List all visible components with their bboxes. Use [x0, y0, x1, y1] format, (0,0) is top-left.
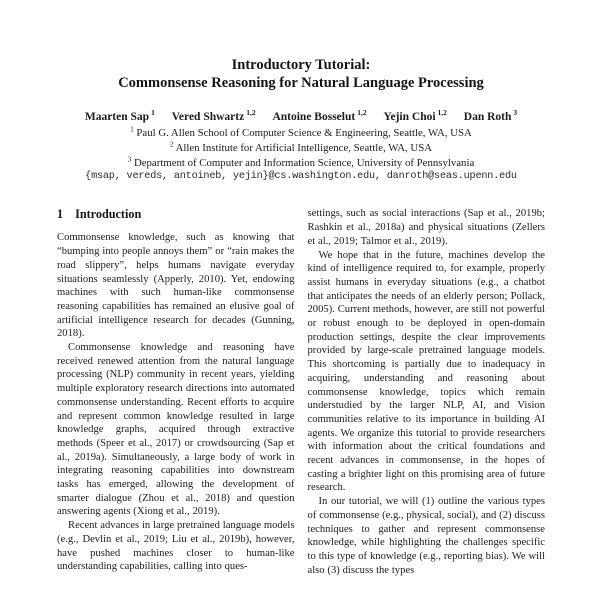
right-column [308, 207, 546, 577]
paper-title [57, 57, 545, 92]
author-affil-marker: 1,2 [246, 108, 256, 118]
section-title: Introduction [75, 207, 142, 222]
author-affil-marker: 1,2 [437, 108, 447, 118]
affiliation-2 [57, 141, 545, 156]
affil-text: Paul G. Allen School of Computer Science & Engineering, Seattle, WA, USA [136, 127, 472, 139]
author-name: Dan Roth [463, 111, 512, 123]
author-name: Vered Shwartz [171, 111, 245, 123]
author-affil-marker: 1,2 [357, 108, 367, 118]
section-number: 1 [57, 207, 64, 222]
paper-title-line1: Introductory Tutorial: [231, 57, 371, 73]
paragraph: We hope that in the future, machines develop the kind of intelligence required to, for example, properly assist humans in everyday situations (e.g., a chatbot that anticipates the needs of an elderly person; Pollack, 2005). Current methods, however, are still not powerful or robust enough to be deployed in open-domain production settings, despite the clear improvements provided by large-scale pretrained language models. This shortcoming is partially due to inadequacy in acquiring, understanding and reasoning about commonsense knowledge, topics which remain understudied by the larger NLP, AI, and Vision communities relative to its importance in building AI agents. We organize this tutorial to provide researchers with information about the critical foundations and recent advances in commonsense, in the hopes of casting a brighter light on this promising area of future research. [307, 249, 546, 494]
author-dan-roth [463, 108, 518, 123]
paragraph: Recent advances in large pretrained language models (e.g., Devlin et al., 2019; Liu et al., 2019b), however, have pushed machines closer to human-like understanding capabilities, calling into ques- [57, 520, 295, 573]
paragraph: settings, such as social interactions (Sap et al., 2019b; Rashkin et al., 2018a) and physical situations (Zellers et al., 2019; Talmor et al., 2019). [307, 208, 545, 247]
author-maarten-sap [84, 108, 155, 123]
author-emails: {msap, vereds, antoineb, yejin}@cs.washington.edu, danroth@seas.upenn.edu [85, 171, 517, 183]
paragraph: Commonsense knowledge, such as knowing that “bumping into people annoys them” or “rain makes the road slippery”, helps humans navigate everyday situations seamlessly (Apperly, 2010). Yet, endowing machines with such human-like commonsense reasoning capabilities has remained an elusive goal of artificial intelligence research for decades (Gunning, 2018). [57, 232, 295, 340]
author-name: Maarten Sap [84, 111, 150, 123]
authors-line [57, 108, 545, 123]
affiliation-3 [57, 156, 545, 171]
affil-marker: 1 [130, 125, 134, 134]
author-affil-marker: 1 [151, 108, 155, 118]
author-name: Antoine Bosselut [272, 111, 356, 123]
affiliations-block [57, 126, 545, 170]
author-name: Yejin Choi [383, 111, 436, 123]
left-column [57, 207, 295, 577]
paragraph: Commonsense knowledge and reasoning have received renewed attention from the natural language processing (NLP) community in recent years, yielding multiple exploratory research directions into automated commonsense understanding. Recent efforts to acquire and represent common knowledge resulted in large knowledge graphs, acquired through extractive methods (Speer et al., 2017) or crowdsourcing (Sap et al., 2019a). Simultaneously, a large body of work in integrating reasoning capabilities into downstream tasks has emerged, allowing the development of smarter dialogue (Zhou et al., 2018) and question answering agents (Xiong et al., 2019). [57, 342, 295, 518]
affiliation-1 [57, 126, 545, 141]
body-columns [57, 207, 545, 577]
author-vered-shwartz [171, 108, 256, 123]
affil-text: Department of Computer and Information Science, University of Pennsylvania [133, 156, 475, 169]
affil-marker: 2 [169, 140, 174, 149]
author-affil-marker: 3 [513, 108, 518, 118]
section-heading-introduction [57, 207, 295, 222]
author-antoine-bosselut [272, 108, 367, 123]
affil-text: Allen Institute for Artificial Intelligence, Seattle, WA, USA [175, 141, 433, 154]
author-yejin-choi [383, 108, 447, 123]
paragraph: In our tutorial, we will (1) outline the various types of commonsense (e.g., physical, social), and (2) discuss techniques to gather and represent commonsense knowledge, while highlighting the challenges specific to this type of knowledge (e.g., reporting bias). We will also (3) discuss the types [307, 496, 545, 576]
paper-title-line2: Commonsense Reasoning for Natural Language Processing [118, 74, 484, 91]
affil-marker: 3 [127, 155, 132, 163]
